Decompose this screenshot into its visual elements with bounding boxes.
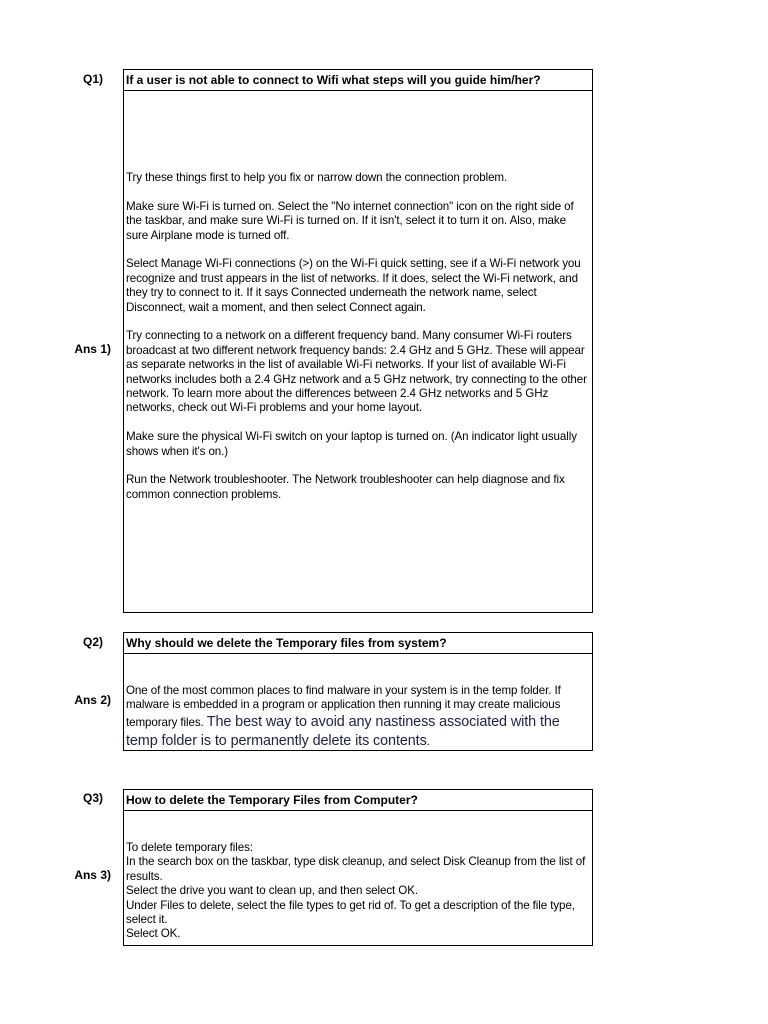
q1-paragraph: Try connecting to a network on a different frequency band. Many consumer Wi-Fi routers broadcast at two different network frequency bands: 2.4 GHz and 5 GHz. These will appear as separate networks in the list of available Wi-Fi networks. If your list of available Wi-Fi networks includes both a 2.4 GHz network and a 5 GHz network, try connecting to the other network. To learn more about the differences between 2.4 GHz networks and 5 GHz networks, check out Wi-Fi problems and your home layout. [126,329,587,415]
q2-answer-small: One of the most common places to find malware in your system is in the temp folder. If malware is embedded in a program or application then running it may create malicious temporary files. [126,684,561,729]
q1-paragraph: Make sure the physical Wi-Fi switch on your laptop is turned on. (An indicator light usually shows when it's on.) [126,430,577,458]
q3-line: To delete temporary files: [126,841,253,854]
q1-box [123,69,593,613]
q2-answer-end: . [426,734,430,748]
q3-question: How to delete the Temporary Files from Computer? [124,790,592,811]
q2-label: Q2) [82,635,103,649]
q1-paragraph: Try these things first to help you fix or narrow down the connection problem. [126,171,508,184]
q2-box [123,632,593,751]
ans2-label: Ans 2) [74,693,111,707]
q3-line: Select the drive you want to clean up, and then select OK. [126,884,418,898]
q3-line: Under Files to delete, select the file types to get rid of. To get a description of the file type, select it. [126,898,575,927]
q3-line: In the search box on the taskbar, type disk cleanup, and select Disk Cleanup from the list of results. [126,855,586,883]
q1-question: If a user is not able to connect to Wifi what steps will you guide him/her? [124,70,592,91]
q1-paragraph: Select Manage Wi-Fi connections (>) on the Wi-Fi quick setting, see if a Wi-Fi network you recognize and trust appears in the list of networks. If it does, select the Wi-Fi network, and they try to connect to it. If it says Connected underneath the network name, select Disconnect, wait a moment, and then select Connect again. [126,257,581,314]
q3-label: Q3) [82,791,103,805]
q2-question: Why should we delete the Temporary files from system? [124,633,592,654]
q2-answer [124,654,592,751]
ans1-label: Ans 1) [74,342,111,356]
q1-answer [124,91,592,502]
q3-answer [124,811,592,942]
q1-paragraph: Make sure Wi-Fi is turned on. Select the "No internet connection" icon on the right side of the taskbar, and make sure Wi-Fi is turned on. If it isn't, select it to turn it on. Also, make sure Airplane mode is turned off. [126,199,574,242]
ans3-label: Ans 3) [74,868,111,882]
q2-answer-large: The best way to avoid any nastiness associated with the temp folder is to permanently delete its contents [126,713,560,749]
q3-box [123,789,593,946]
q3-line: Select OK. [126,927,181,941]
q1-label: Q1) [82,72,103,86]
q1-paragraph: Run the Network troubleshooter. The Network troubleshooter can help diagnose and fix common connection problems. [126,473,565,501]
